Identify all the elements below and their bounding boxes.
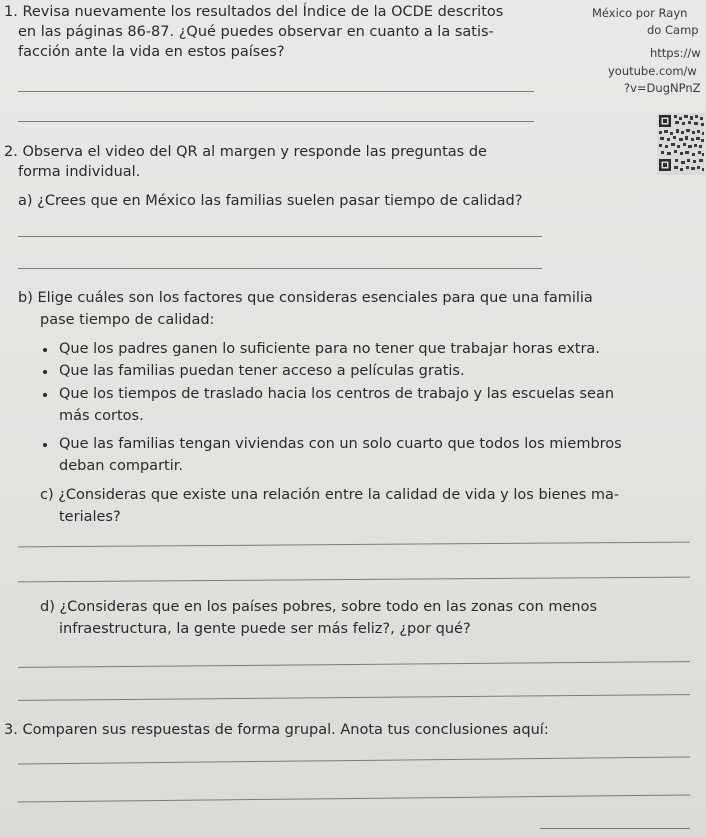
answer-line	[18, 756, 690, 764]
video-url-line-1[interactable]: https://w	[650, 46, 701, 60]
option-4-line-1: Que las familias tengan viviendas con un solo cuarto que todos los miembros	[59, 436, 622, 452]
bullet-point	[43, 393, 47, 397]
option-1: Que los padres ganen lo suficiente para no tener que trabajar horas extra.	[59, 341, 600, 357]
question-2b-line-2: pase tiempo de calidad:	[40, 312, 215, 328]
answer-line	[18, 268, 542, 269]
option-2: Que las familias puedan tener acceso a películas gratis.	[59, 363, 465, 379]
option-4-line-2: deban compartir.	[59, 458, 183, 474]
video-title-line-1: México por Rayn	[592, 6, 688, 20]
question-1-line-3: facción ante la vida en estos países?	[18, 44, 285, 60]
question-1-line-1: 1. Revisa nuevamente los resultados del Índice de la OCDE descritos	[4, 4, 504, 20]
answer-line	[18, 236, 542, 237]
answer-line	[18, 694, 690, 701]
question-2-line-2: forma individual.	[18, 164, 141, 180]
question-1-line-2: en las páginas 86-87. ¿Qué puedes observar en cuanto a la satis-	[18, 24, 494, 40]
answer-line	[540, 828, 690, 829]
question-3: 3. Comparen sus respuestas de forma grupal. Anota tus conclusiones aquí:	[4, 722, 549, 738]
question-2c-line-2: teriales?	[59, 509, 121, 525]
question-2a: a) ¿Crees que en México las familias suelen pasar tiempo de calidad?	[18, 193, 523, 209]
answer-line	[18, 91, 534, 92]
question-2b-line-1: b) Elige cuáles son los factores que consideras esenciales para que una familia	[18, 290, 593, 306]
answer-line	[18, 542, 690, 548]
qr-code-icon[interactable]	[657, 113, 705, 175]
bullet-point	[43, 348, 47, 352]
video-title-line-2: do Camp	[647, 23, 699, 37]
question-2d-line-2: infraestructura, la gente puede ser más feliz?, ¿por qué?	[59, 621, 471, 637]
option-3-line-1: Que los tiempos de traslado hacia los centros de trabajo y las escuelas sean	[59, 386, 615, 402]
answer-line	[18, 661, 690, 668]
answer-line	[18, 577, 690, 583]
video-url-line-2[interactable]: youtube.com/w	[608, 64, 697, 78]
question-2-line-1: 2. Observa el video del QR al margen y responde las preguntas de	[4, 144, 487, 160]
answer-line	[18, 121, 534, 122]
option-3-line-2: más cortos.	[59, 408, 144, 424]
question-2d-line-1: d) ¿Consideras que en los países pobres, sobre todo en las zonas con menos	[40, 599, 598, 615]
video-url-line-3[interactable]: ?v=DugNPnZ	[624, 81, 701, 95]
question-2c-line-1: c) ¿Consideras que existe una relación entre la calidad de vida y los bienes ma-	[40, 487, 620, 503]
answer-line	[18, 794, 690, 802]
bullet-point	[43, 370, 47, 374]
bullet-point	[43, 443, 47, 447]
